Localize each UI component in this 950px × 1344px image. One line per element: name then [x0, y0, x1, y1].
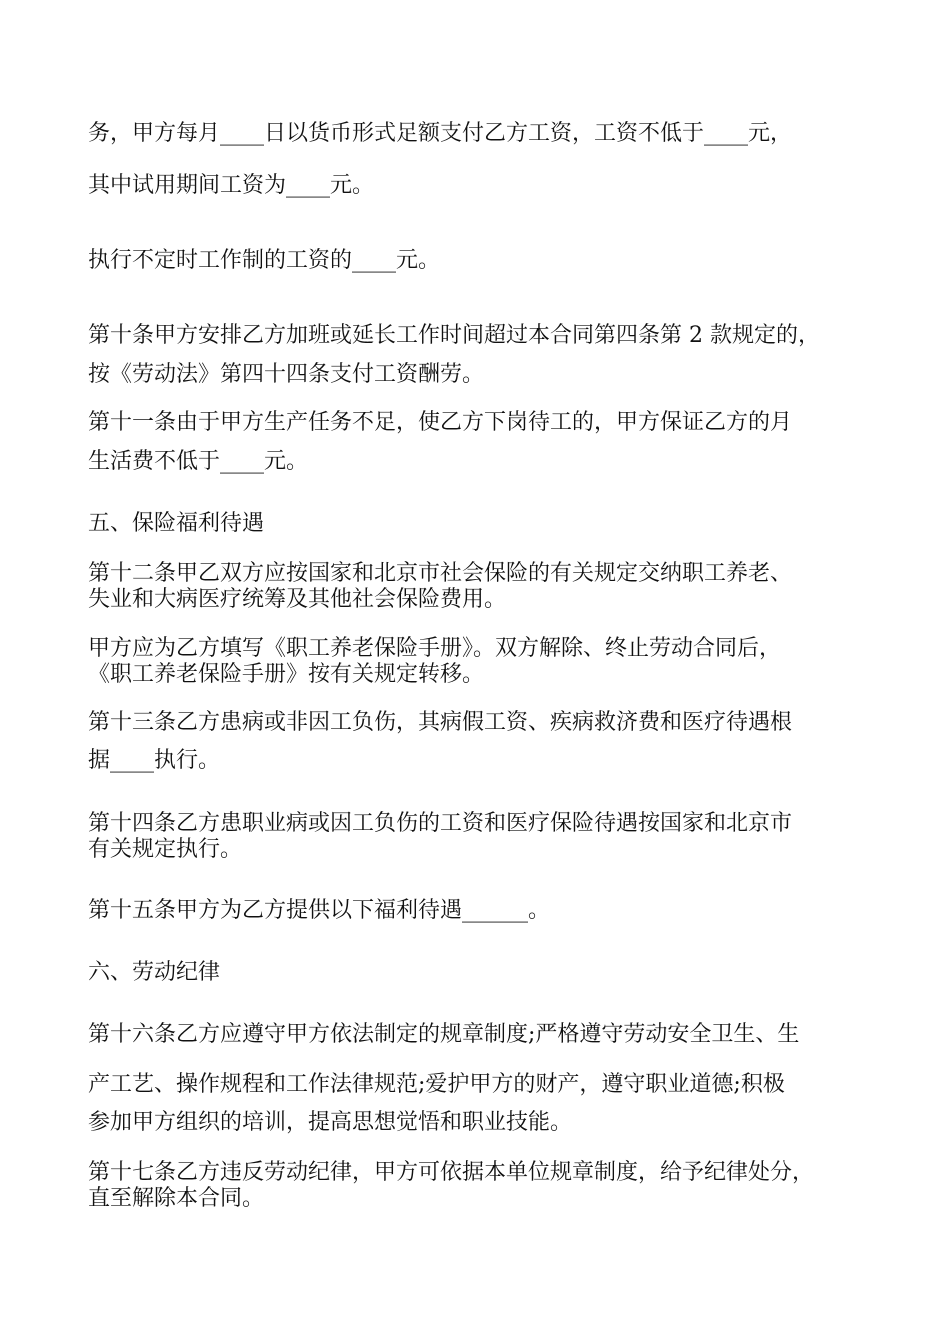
text-line: 产工艺、操作规程和工作法律规范;爱护甲方的财产，遵守职业道德;积极: [88, 1072, 785, 1097]
section-heading: 六、劳动纪律: [88, 960, 221, 985]
text-line: 第十七条乙方违反劳动纪律，甲方可依据本单位规章制度，给予纪律处分，: [88, 1160, 815, 1185]
text-line: 参加甲方组织的培训，提高思想觉悟和职业技能。: [88, 1110, 573, 1135]
text-line: 第十条甲方安排乙方加班或延长工作时间超过本合同第四条第 2 款规定的，: [88, 323, 820, 348]
text-line: 据____执行。: [88, 748, 221, 773]
text-line: 失业和大病医疗统筹及其他社会保险费用。: [88, 587, 507, 612]
text-line: 《职工养老保险手册》按有关规定转移。: [88, 662, 485, 687]
section-heading: 五、保险福利待遇: [88, 511, 265, 536]
text-line: 第十三条乙方患病或非因工负伤，其病假工资、疾病救济费和医疗待遇根: [88, 710, 793, 735]
text-line: 第十六条乙方应遵守甲方依法制定的规章制度;严格遵守劳动安全卫生、生: [88, 1022, 800, 1047]
text-line: 第十五条甲方为乙方提供以下福利待遇______。: [88, 898, 551, 923]
text-line: 生活费不低于____元。: [88, 449, 309, 474]
text-line: 其中试用期间工资为____元。: [88, 173, 375, 198]
text-line: 第十二条甲乙双方应按国家和北京市社会保险的有关规定交纳职工养老、: [88, 561, 793, 586]
text-line: 第十四条乙方患职业病或因工负伤的工资和医疗保险待遇按国家和北京市: [88, 811, 793, 836]
text-line: 执行不定时工作制的工资的____元。: [88, 248, 441, 273]
text-line: 按《劳动法》第四十四条支付工资酬劳。: [88, 362, 485, 387]
text-line: 直至解除本合同。: [88, 1186, 265, 1211]
text-line: 第十一条由于甲方生产任务不足，使乙方下岗待工的，甲方保证乙方的月: [88, 410, 793, 435]
text-line: 务，甲方每月____日以货币形式足额支付乙方工资，工资不低于____元，: [88, 121, 793, 146]
text-line: 有关规定执行。: [88, 837, 243, 862]
text-line: 甲方应为乙方填写《职工养老保险手册》。双方解除、终止劳动合同后，: [88, 636, 782, 661]
